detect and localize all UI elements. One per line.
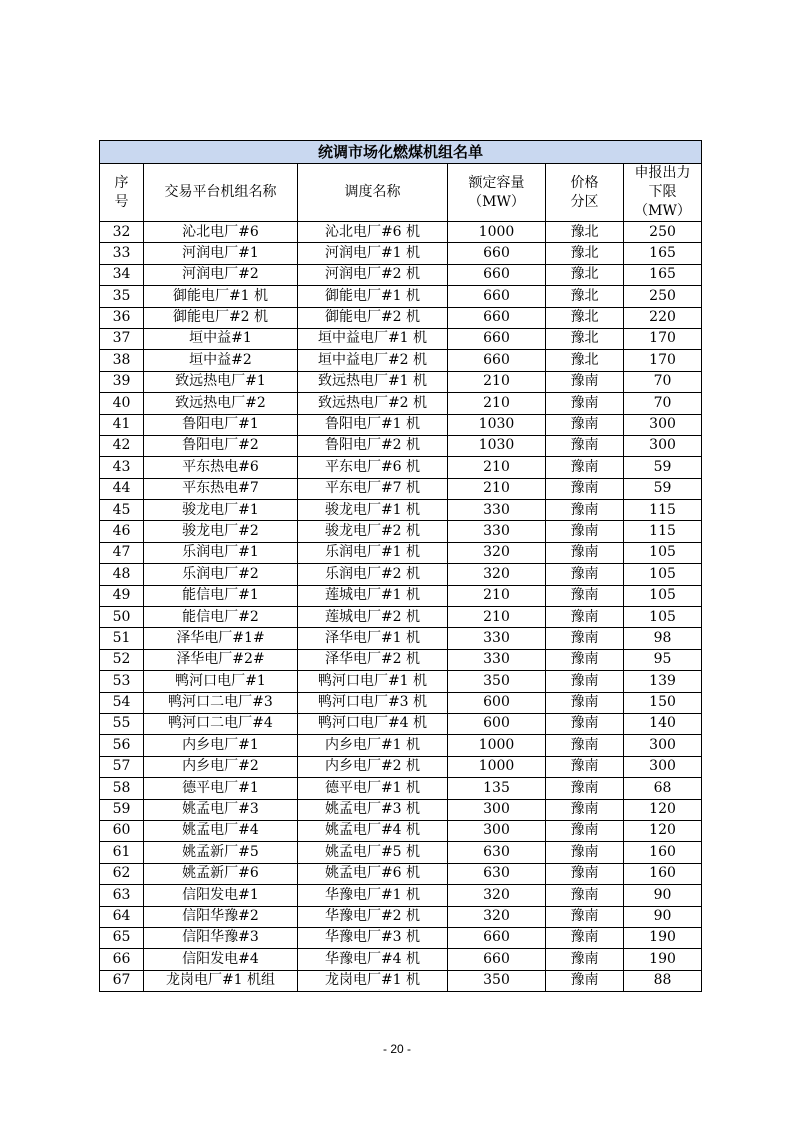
cell-dispatch-name: 致远热电厂#2 机: [298, 393, 448, 414]
cell-lower-limit: 150: [624, 692, 702, 713]
cell-price-zone: 豫南: [546, 970, 624, 991]
cell-lower-limit: 115: [624, 521, 702, 542]
cell-seq: 32: [100, 222, 144, 243]
header-seq: [100, 164, 144, 222]
cell-platform-name: 鸭河口电厂#1: [144, 671, 298, 692]
cell-price-zone: 豫南: [546, 542, 624, 563]
cell-lower-limit: 90: [624, 906, 702, 927]
table-row: [100, 842, 702, 863]
cell-lower-limit: 139: [624, 671, 702, 692]
cell-lower-limit: 88: [624, 970, 702, 991]
cell-lower-limit: 160: [624, 842, 702, 863]
cell-capacity: 660: [448, 927, 546, 948]
cell-dispatch-name: 泽华电厂#2 机: [298, 649, 448, 670]
cell-capacity: 1000: [448, 756, 546, 777]
cell-lower-limit: 300: [624, 756, 702, 777]
cell-seq: 61: [100, 842, 144, 863]
cell-seq: 63: [100, 885, 144, 906]
cell-capacity: 320: [448, 906, 546, 927]
table-row: [100, 799, 702, 820]
cell-seq: 43: [100, 457, 144, 478]
cell-platform-name: 鸭河口二电厂#3: [144, 692, 298, 713]
cell-dispatch-name: 姚孟电厂#5 机: [298, 842, 448, 863]
cell-dispatch-name: 骏龙电厂#1 机: [298, 500, 448, 521]
header-platform-name: 交易平台机组名称: [144, 164, 298, 222]
cell-lower-limit: 170: [624, 328, 702, 349]
cell-capacity: 660: [448, 350, 546, 371]
header-seq-line1: 序: [114, 174, 129, 191]
cell-platform-name: 垣中益#1: [144, 328, 298, 349]
cell-dispatch-name: 垣中益电厂#1 机: [298, 328, 448, 349]
cell-capacity: 660: [448, 243, 546, 264]
table-title-row: [100, 141, 702, 164]
cell-capacity: 320: [448, 542, 546, 563]
cell-capacity: 1000: [448, 222, 546, 243]
cell-price-zone: 豫南: [546, 393, 624, 414]
cell-platform-name: 致远热电厂#1: [144, 371, 298, 392]
cell-dispatch-name: 华豫电厂#2 机: [298, 906, 448, 927]
cell-seq: 54: [100, 692, 144, 713]
cell-platform-name: 德平电厂#1: [144, 778, 298, 799]
header-price-zone: [546, 164, 624, 222]
cell-platform-name: 鲁阳电厂#2: [144, 435, 298, 456]
cell-price-zone: 豫南: [546, 671, 624, 692]
cell-platform-name: 御能电厂#2 机: [144, 307, 298, 328]
table-row: [100, 927, 702, 948]
cell-dispatch-name: 御能电厂#2 机: [298, 307, 448, 328]
table-row: [100, 521, 702, 542]
cell-lower-limit: 120: [624, 820, 702, 841]
cell-dispatch-name: 鲁阳电厂#1 机: [298, 414, 448, 435]
cell-dispatch-name: 河润电厂#2 机: [298, 264, 448, 285]
table-body: [100, 222, 702, 992]
cell-seq: 64: [100, 906, 144, 927]
cell-capacity: 630: [448, 842, 546, 863]
table-row: [100, 949, 702, 970]
cell-lower-limit: 170: [624, 350, 702, 371]
cell-lower-limit: 95: [624, 649, 702, 670]
cell-seq: 44: [100, 478, 144, 499]
cell-price-zone: 豫南: [546, 735, 624, 756]
cell-seq: 65: [100, 927, 144, 948]
cell-lower-limit: 300: [624, 435, 702, 456]
cell-lower-limit: 165: [624, 243, 702, 264]
cell-capacity: 210: [448, 607, 546, 628]
cell-dispatch-name: 平东电厂#7 机: [298, 478, 448, 499]
cell-platform-name: 鲁阳电厂#1: [144, 414, 298, 435]
table-row: [100, 564, 702, 585]
cell-capacity: 210: [448, 371, 546, 392]
cell-price-zone: 豫北: [546, 264, 624, 285]
cell-dispatch-name: 华豫电厂#3 机: [298, 927, 448, 948]
cell-platform-name: 骏龙电厂#1: [144, 500, 298, 521]
cell-platform-name: 骏龙电厂#2: [144, 521, 298, 542]
cell-seq: 38: [100, 350, 144, 371]
cell-lower-limit: 105: [624, 585, 702, 606]
cell-capacity: 660: [448, 307, 546, 328]
header-lower-limit-line1: 申报出力: [634, 165, 691, 181]
table-row: [100, 243, 702, 264]
cell-dispatch-name: 乐润电厂#2 机: [298, 564, 448, 585]
header-seq-line2: 号: [114, 193, 129, 210]
table-row: [100, 286, 702, 307]
cell-seq: 50: [100, 607, 144, 628]
cell-seq: 53: [100, 671, 144, 692]
cell-seq: 42: [100, 435, 144, 456]
cell-seq: 33: [100, 243, 144, 264]
cell-capacity: 330: [448, 521, 546, 542]
cell-seq: 34: [100, 264, 144, 285]
cell-dispatch-name: 鸭河口电厂#4 机: [298, 713, 448, 734]
cell-platform-name: 信阳发电#4: [144, 949, 298, 970]
cell-dispatch-name: 德平电厂#1 机: [298, 778, 448, 799]
cell-platform-name: 信阳华豫#3: [144, 927, 298, 948]
cell-dispatch-name: 姚孟电厂#3 机: [298, 799, 448, 820]
header-price-zone-line2: 分区: [570, 193, 599, 210]
header-dispatch-name: 调度名称: [298, 164, 448, 222]
cell-price-zone: 豫北: [546, 307, 624, 328]
cell-price-zone: 豫南: [546, 799, 624, 820]
cell-lower-limit: 250: [624, 286, 702, 307]
table-row: [100, 457, 702, 478]
table-row: [100, 350, 702, 371]
cell-seq: 52: [100, 649, 144, 670]
cell-platform-name: 内乡电厂#1: [144, 735, 298, 756]
header-lower-limit-line2: 下限（MW）: [634, 184, 691, 219]
table-row: [100, 756, 702, 777]
cell-seq: 66: [100, 949, 144, 970]
table-row: [100, 478, 702, 499]
table-row: [100, 885, 702, 906]
page-number: - 20 -: [382, 1042, 411, 1056]
cell-lower-limit: 120: [624, 799, 702, 820]
cell-lower-limit: 115: [624, 500, 702, 521]
cell-seq: 41: [100, 414, 144, 435]
table-row: [100, 328, 702, 349]
cell-capacity: 1000: [448, 735, 546, 756]
cell-lower-limit: 98: [624, 628, 702, 649]
cell-price-zone: 豫北: [546, 350, 624, 371]
table-row: [100, 307, 702, 328]
coal-units-table: [99, 140, 702, 992]
cell-seq: 46: [100, 521, 144, 542]
cell-lower-limit: 105: [624, 564, 702, 585]
cell-dispatch-name: 乐润电厂#1 机: [298, 542, 448, 563]
table-row: [100, 906, 702, 927]
cell-lower-limit: 250: [624, 222, 702, 243]
cell-dispatch-name: 华豫电厂#4 机: [298, 949, 448, 970]
cell-seq: 56: [100, 735, 144, 756]
table-title: 统调市场化燃煤机组名单: [100, 141, 702, 164]
cell-dispatch-name: 沁北电厂#6 机: [298, 222, 448, 243]
cell-lower-limit: 59: [624, 478, 702, 499]
cell-dispatch-name: 垣中益电厂#2 机: [298, 350, 448, 371]
table-row: [100, 692, 702, 713]
cell-price-zone: 豫南: [546, 414, 624, 435]
cell-platform-name: 垣中益#2: [144, 350, 298, 371]
table-header-row: [100, 164, 702, 222]
cell-platform-name: 能信电厂#2: [144, 607, 298, 628]
cell-price-zone: 豫南: [546, 778, 624, 799]
cell-lower-limit: 140: [624, 713, 702, 734]
cell-capacity: 330: [448, 649, 546, 670]
table-row: [100, 735, 702, 756]
cell-price-zone: 豫南: [546, 435, 624, 456]
cell-seq: 58: [100, 778, 144, 799]
table-row: [100, 607, 702, 628]
cell-dispatch-name: 鲁阳电厂#2 机: [298, 435, 448, 456]
cell-price-zone: 豫南: [546, 500, 624, 521]
cell-dispatch-name: 鸭河口电厂#1 机: [298, 671, 448, 692]
table-row: [100, 264, 702, 285]
cell-price-zone: 豫南: [546, 692, 624, 713]
cell-dispatch-name: 姚孟电厂#6 机: [298, 863, 448, 884]
table-row: [100, 628, 702, 649]
cell-lower-limit: 300: [624, 414, 702, 435]
table-row: [100, 222, 702, 243]
cell-platform-name: 信阳发电#1: [144, 885, 298, 906]
cell-dispatch-name: 莲城电厂#2 机: [298, 607, 448, 628]
cell-capacity: 1030: [448, 435, 546, 456]
cell-dispatch-name: 华豫电厂#1 机: [298, 885, 448, 906]
cell-capacity: 660: [448, 264, 546, 285]
cell-capacity: 600: [448, 692, 546, 713]
cell-seq: 59: [100, 799, 144, 820]
cell-platform-name: 乐润电厂#2: [144, 564, 298, 585]
cell-seq: 36: [100, 307, 144, 328]
cell-price-zone: 豫南: [546, 457, 624, 478]
cell-lower-limit: 220: [624, 307, 702, 328]
table-row: [100, 820, 702, 841]
header-lower-limit: [624, 164, 702, 222]
cell-dispatch-name: 鸭河口电厂#3 机: [298, 692, 448, 713]
cell-seq: 51: [100, 628, 144, 649]
cell-price-zone: 豫南: [546, 906, 624, 927]
cell-price-zone: 豫南: [546, 885, 624, 906]
cell-platform-name: 平东热电#6: [144, 457, 298, 478]
cell-platform-name: 泽华电厂#2#: [144, 649, 298, 670]
cell-price-zone: 豫北: [546, 328, 624, 349]
cell-platform-name: 御能电厂#1 机: [144, 286, 298, 307]
table-row: [100, 713, 702, 734]
cell-capacity: 210: [448, 585, 546, 606]
table-row: [100, 414, 702, 435]
cell-seq: 37: [100, 328, 144, 349]
cell-dispatch-name: 姚孟电厂#4 机: [298, 820, 448, 841]
cell-price-zone: 豫南: [546, 564, 624, 585]
cell-dispatch-name: 泽华电厂#1 机: [298, 628, 448, 649]
cell-capacity: 630: [448, 863, 546, 884]
cell-price-zone: 豫南: [546, 842, 624, 863]
header-price-zone-line1: 价格: [570, 174, 599, 191]
cell-capacity: 300: [448, 799, 546, 820]
table-row: [100, 542, 702, 563]
cell-price-zone: 豫北: [546, 243, 624, 264]
cell-seq: 40: [100, 393, 144, 414]
cell-seq: 48: [100, 564, 144, 585]
cell-platform-name: 能信电厂#1: [144, 585, 298, 606]
cell-lower-limit: 105: [624, 607, 702, 628]
cell-platform-name: 信阳华豫#2: [144, 906, 298, 927]
cell-price-zone: 豫南: [546, 607, 624, 628]
cell-price-zone: 豫南: [546, 628, 624, 649]
cell-price-zone: 豫南: [546, 649, 624, 670]
cell-price-zone: 豫北: [546, 286, 624, 307]
header-capacity: [448, 164, 546, 222]
cell-lower-limit: 68: [624, 778, 702, 799]
cell-capacity: 600: [448, 713, 546, 734]
header-capacity-line1: 额定容量: [468, 174, 525, 191]
cell-price-zone: 豫南: [546, 478, 624, 499]
table-row: [100, 649, 702, 670]
cell-seq: 45: [100, 500, 144, 521]
cell-price-zone: 豫南: [546, 863, 624, 884]
cell-capacity: 330: [448, 500, 546, 521]
table-row: [100, 585, 702, 606]
cell-price-zone: 豫南: [546, 949, 624, 970]
table-row: [100, 500, 702, 521]
cell-capacity: 350: [448, 671, 546, 692]
cell-seq: 67: [100, 970, 144, 991]
cell-dispatch-name: 内乡电厂#1 机: [298, 735, 448, 756]
cell-price-zone: 豫南: [546, 927, 624, 948]
cell-platform-name: 姚孟电厂#3: [144, 799, 298, 820]
cell-capacity: 660: [448, 286, 546, 307]
cell-lower-limit: 300: [624, 735, 702, 756]
table-row: [100, 863, 702, 884]
cell-lower-limit: 105: [624, 542, 702, 563]
cell-lower-limit: 160: [624, 863, 702, 884]
cell-capacity: 210: [448, 457, 546, 478]
cell-lower-limit: 59: [624, 457, 702, 478]
cell-platform-name: 姚孟电厂#4: [144, 820, 298, 841]
cell-price-zone: 豫南: [546, 585, 624, 606]
cell-lower-limit: 90: [624, 885, 702, 906]
header-capacity-line2: （MW）: [468, 193, 525, 210]
cell-platform-name: 河润电厂#1: [144, 243, 298, 264]
cell-dispatch-name: 平东电厂#6 机: [298, 457, 448, 478]
cell-capacity: 660: [448, 949, 546, 970]
cell-platform-name: 致远热电厂#2: [144, 393, 298, 414]
cell-capacity: 660: [448, 328, 546, 349]
cell-capacity: 330: [448, 628, 546, 649]
cell-dispatch-name: 御能电厂#1 机: [298, 286, 448, 307]
cell-platform-name: 平东热电#7: [144, 478, 298, 499]
table-row: [100, 371, 702, 392]
cell-seq: 57: [100, 756, 144, 777]
cell-dispatch-name: 内乡电厂#2 机: [298, 756, 448, 777]
cell-lower-limit: 190: [624, 949, 702, 970]
cell-capacity: 210: [448, 393, 546, 414]
cell-platform-name: 姚孟新厂#5: [144, 842, 298, 863]
cell-price-zone: 豫南: [546, 713, 624, 734]
cell-price-zone: 豫南: [546, 820, 624, 841]
cell-platform-name: 泽华电厂#1#: [144, 628, 298, 649]
cell-dispatch-name: 莲城电厂#1 机: [298, 585, 448, 606]
cell-platform-name: 鸭河口二电厂#4: [144, 713, 298, 734]
cell-capacity: 1030: [448, 414, 546, 435]
table-row: [100, 778, 702, 799]
table-row: [100, 435, 702, 456]
cell-capacity: 320: [448, 885, 546, 906]
cell-capacity: 210: [448, 478, 546, 499]
cell-price-zone: 豫南: [546, 371, 624, 392]
cell-dispatch-name: 河润电厂#1 机: [298, 243, 448, 264]
cell-capacity: 350: [448, 970, 546, 991]
cell-price-zone: 豫北: [546, 222, 624, 243]
cell-price-zone: 豫南: [546, 756, 624, 777]
cell-capacity: 320: [448, 564, 546, 585]
cell-platform-name: 内乡电厂#2: [144, 756, 298, 777]
cell-lower-limit: 190: [624, 927, 702, 948]
cell-platform-name: 沁北电厂#6: [144, 222, 298, 243]
cell-seq: 49: [100, 585, 144, 606]
cell-price-zone: 豫南: [546, 521, 624, 542]
cell-lower-limit: 70: [624, 371, 702, 392]
table-row: [100, 671, 702, 692]
table-row: [100, 970, 702, 991]
cell-lower-limit: 165: [624, 264, 702, 285]
cell-seq: 62: [100, 863, 144, 884]
cell-dispatch-name: 龙岗电厂#1 机: [298, 970, 448, 991]
cell-seq: 60: [100, 820, 144, 841]
cell-lower-limit: 70: [624, 393, 702, 414]
cell-capacity: 300: [448, 820, 546, 841]
cell-platform-name: 河润电厂#2: [144, 264, 298, 285]
cell-platform-name: 姚孟新厂#6: [144, 863, 298, 884]
cell-capacity: 135: [448, 778, 546, 799]
cell-seq: 47: [100, 542, 144, 563]
cell-platform-name: 龙岗电厂#1 机组: [144, 970, 298, 991]
cell-seq: 55: [100, 713, 144, 734]
cell-seq: 35: [100, 286, 144, 307]
cell-platform-name: 乐润电厂#1: [144, 542, 298, 563]
cell-seq: 39: [100, 371, 144, 392]
cell-dispatch-name: 骏龙电厂#2 机: [298, 521, 448, 542]
cell-dispatch-name: 致远热电厂#1 机: [298, 371, 448, 392]
table-row: [100, 393, 702, 414]
